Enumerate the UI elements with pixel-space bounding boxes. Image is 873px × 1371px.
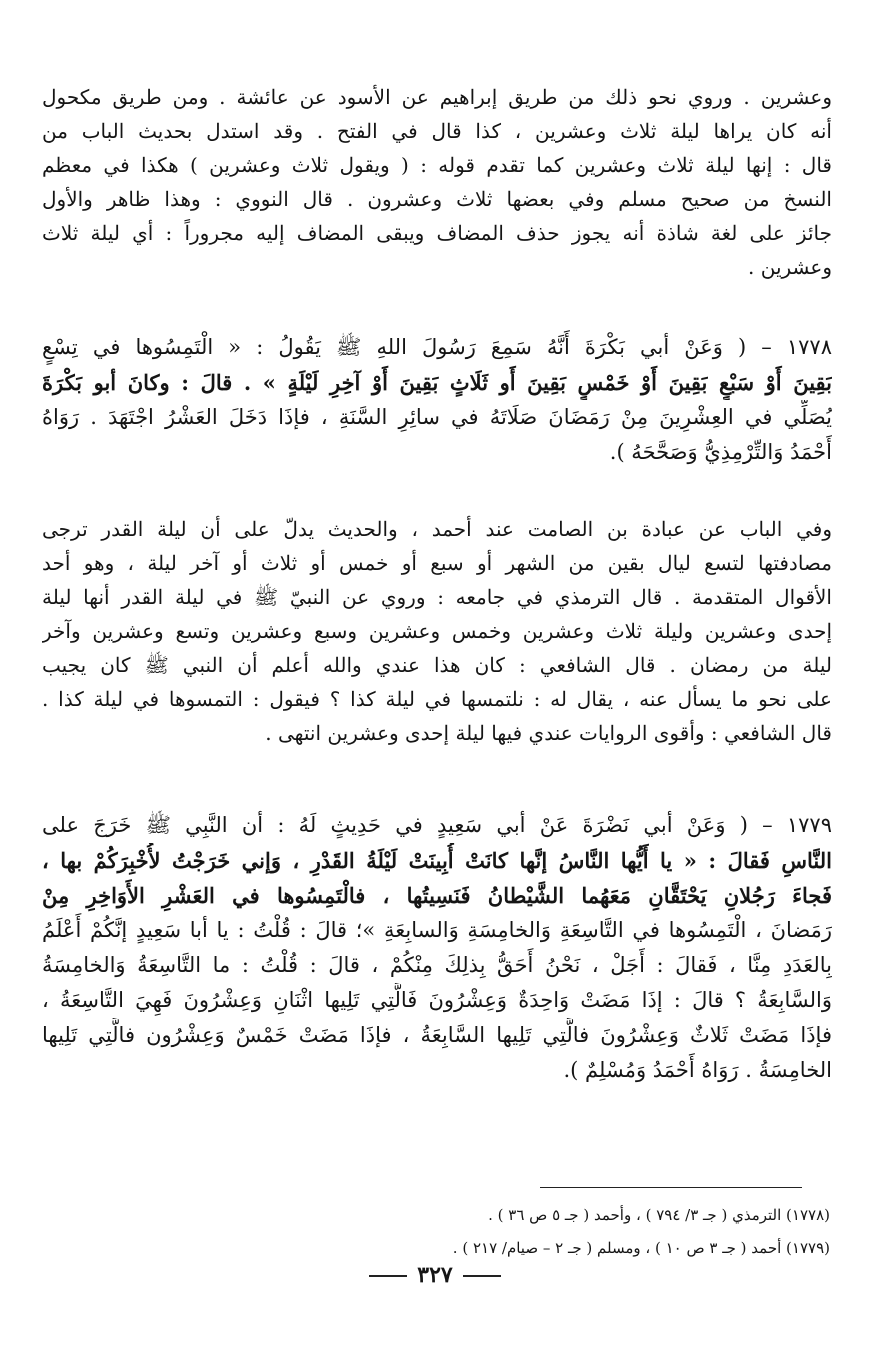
- text-line: وعشرين .: [748, 255, 832, 279]
- text-line: ليلة من رمضان . قال الشافعي : كان هذا عندي والله أعلم أن النبي ﷺ كان يجيب: [42, 653, 832, 677]
- text-line: على نحو ما يسأل عنه ، يقال له : نلتمسها في ليلة كذا ؟ فيقول : التمسوها في ليلة كذا .: [42, 687, 832, 711]
- hadith-line: ١٧٧٩ – ( وَعَنْ أبي نَضْرَةَ عَنْ أبي سَعِيدٍ في حَدِيثٍ لَهُ : أن النَّبِي ﷺ خَرَجَ على: [42, 813, 832, 837]
- text-line: مصادفتها لتسع ليال بقين من الشهر أو سبع أو خمس أو ثلاث أو آخر ليلة ، وهو أحد: [42, 551, 832, 575]
- hadith-line: ١٧٧٨ – ( وَعَنْ أبي بَكْرَةَ أَنَّهُ سَمِعَ رَسُولَ اللهِ ﷺ يَقُولُ : « الْتَمِسُوها في تِسْعٍ: [42, 335, 832, 359]
- text-line: إحدى وعشرين وليلة ثلاث وعشرين وخمس وعشرين وسبع وعشرين وتسع وعشرين وآخر: [42, 619, 832, 643]
- text-line: جائز على لغة شاذة أنه يجوز حذف المضاف ويبقى المضاف إليه مجروراً : أي ليلة ثلاث: [42, 221, 832, 245]
- page-number: [340, 1262, 530, 1288]
- commentary-paragraph-1: [42, 80, 832, 284]
- page-number-value: ٣٢٧: [417, 1262, 453, 1288]
- hadith-line: فإذَا مَضَتْ ثَلاثٌ وَعِشْرُونَ فالَّتِي تَلِيها السَّابِعَةُ ، فإذَا مَضَتْ خَمْسٌ وَعِشْرُون فالَّتِي تَلِيها: [42, 1023, 832, 1047]
- footnote-1778: (١٧٧٨) الترمذي ( جـ ٣/ ٧٩٤ ) ، وأحمد ( جـ ٥ ص ٣٦ ) .: [488, 1206, 830, 1224]
- text-line: وفي الباب عن عبادة بن الصامت عند أحمد ، والحديث يدلّ على أن ليلة القدر ترجى: [42, 517, 832, 541]
- text-line: أنه كان يراها ليلة ثلاث وعشرين ، كذا قال في الفتح . وقد استدل بحديث الباب من: [42, 119, 832, 143]
- hadith-line: يُصَلِّي في العِشْرِينَ مِنْ رَمَضَانَ صَلَاتَهُ في سائِرِ السَّنَةِ ، فإذَا دَخَلَ العَشْرُ اجْتَهَدَ . رَوَاهُ: [42, 405, 832, 429]
- hadith-1778: [42, 330, 832, 470]
- text-line: الأقوال المتقدمة . قال الترمذي في جامعه : وروي عن النبيّ ﷺ في ليلة القدر أنها ليلة: [42, 585, 832, 609]
- hadith-line: أَحْمَدُ وَالتِّرْمِذِيُّ وَصَحَّحَهُ ).: [609, 440, 832, 464]
- text-line: وعشرين . وروي نحو ذلك من طريق إبراهيم عن الأسود عن عائشة . ومن طريق مكحول: [42, 85, 832, 109]
- page-number-dash: [369, 1275, 407, 1277]
- hadith-line: النَّاسِ فَقالَ : « يا أَيُّها النَّاسُ إنَّها كانَتْ أُبِينَتْ لَيْلَةُ القَدْرِ ، وَإني خَرَجْتُ لأُخْبِرَكُمْ بها ،: [42, 848, 832, 873]
- hadith-1779: [42, 808, 832, 1088]
- page-number-dash: [463, 1275, 501, 1277]
- hadith-line: بِالعَدَدِ مِنَّا ، فَقالَ : أَجَلْ ، نَحْنُ أَحَقُّ بِذلِكَ مِنْكُمْ ، قالَ : قُلْتُ : ما التَّاسِعَةُ وَالخامِسَةُ: [42, 953, 832, 977]
- footnote-divider: [540, 1187, 802, 1188]
- text-line: قال الشافعي : وأقوى الروايات عندي فيها ليلة إحدى وعشرين انتهى .: [265, 721, 832, 745]
- footnote-1779: (١٧٧٩) أحمد ( جـ ٣ ص ١٠ ) ، ومسلم ( جـ ٢ – صيام/ ٢١٧ ) .: [452, 1239, 830, 1257]
- text-line: قال : إنها ليلة ثلاث وعشرين كما تقدم قوله : ( ويقول ثلاث وعشرين ) هكذا في معظم: [42, 153, 832, 177]
- hadith-line: رَمَضانَ ، الْتَمِسُوها في التَّاسِعَةِ وَالخامِسَةِ وَالسابِعَةِ »؛ قالَ : قُلْتُ : يا أبا سَعِيدٍ إنَّكُمْ أَعْلَمُ: [42, 918, 832, 942]
- hadith-line: فَجاءَ رَجُلانِ يَحْتَقَّانِ مَعَهُما الشَّيْطانُ فَنَسِيتُها ، فالْتَمِسُوها في العَشْرِ الأَوَاخِرِ مِنْ: [42, 883, 832, 908]
- hadith-line: بَقِينَ أَوْ سَبْعٍ بَقِينَ أَوْ خَمْسٍ بَقِينَ أَو ثَلَاثٍ بَقِينَ أَوْ آخِرِ لَيْلَةٍ » . قالَ : وكانَ أبو بَكْرَةَ: [42, 370, 832, 395]
- text-line: النسخ من صحيح مسلم وفي بعضها ثلاث وعشرون . قال النووي : وهذا ظاهر والأول: [42, 187, 832, 211]
- commentary-paragraph-2: [42, 512, 832, 750]
- hadith-line: الخامِسَةُ . رَوَاهُ أَحْمَدُ وَمُسْلِمٌ ).: [563, 1058, 832, 1082]
- hadith-line: وَالسَّابِعَةُ ؟ قالَ : إذَا مَضَتْ وَاحِدَةٌ وَعِشْرُونَ فَالَّتِي تَلِيها اثْنَانِ وَعِشْرُونَ فَهِيَ التَّاسِعَةُ ،: [42, 988, 832, 1012]
